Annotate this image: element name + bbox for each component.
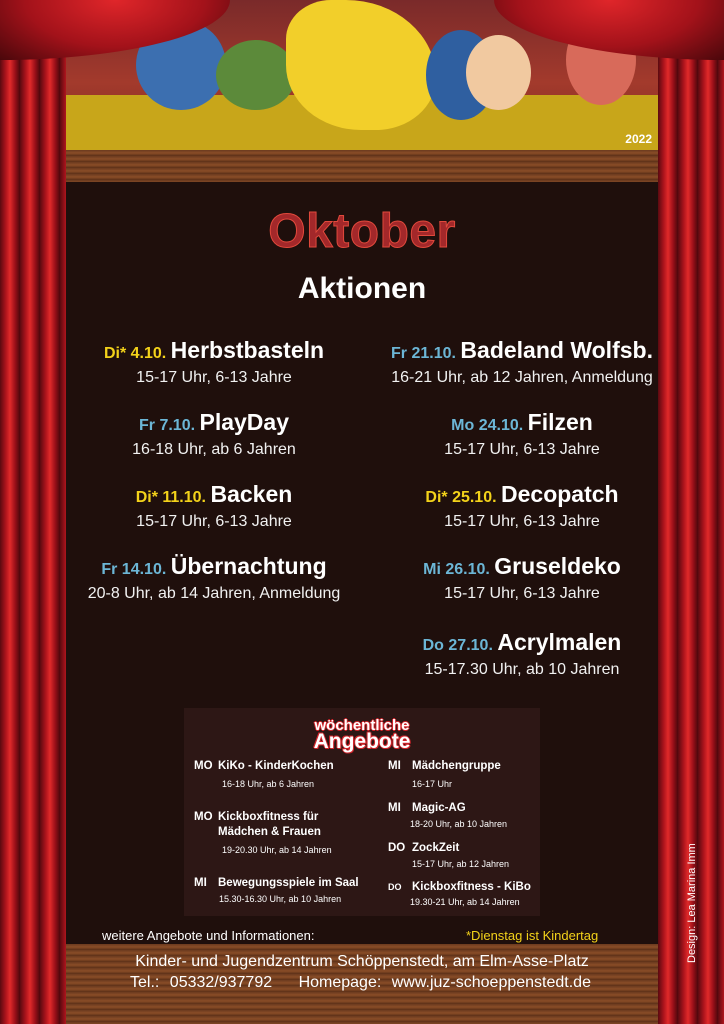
event-date: Fr 14.10. — [101, 561, 167, 578]
event-detail: 16-21 Uhr, ab 12 Jahren, Anmeldung — [391, 369, 653, 386]
event-name: Übernachtung — [170, 553, 327, 579]
kindertag-note: *Dienstag ist Kindertag — [466, 928, 599, 943]
event-item — [352, 552, 692, 604]
wood-beam-top — [62, 150, 660, 182]
event-item — [44, 480, 384, 532]
event-item — [352, 408, 692, 460]
weekly-detail: 16-18 Uhr, ab 6 Jahren — [222, 779, 315, 789]
banner-year: 2022 — [625, 132, 652, 146]
weekly-detail: 16-17 Uhr — [412, 779, 453, 789]
weekly-item — [388, 841, 509, 870]
weekly-offers-box — [184, 708, 540, 916]
weekly-day: MO — [194, 811, 213, 823]
weekly-item — [194, 810, 332, 856]
event-detail: 15-17 Uhr, 6-13 Jahre — [136, 369, 292, 386]
weekly-detail: 19.30-21 Uhr, ab 14 Jahren — [410, 897, 520, 907]
month-title: Oktober — [268, 205, 456, 258]
weekly-detail: 15.30-16.30 Uhr, ab 10 Jahren — [219, 894, 342, 904]
weekly-title-line1: wöchentliche — [314, 717, 410, 734]
phone-label: Tel.: — [130, 974, 160, 991]
event-item — [44, 552, 384, 604]
weekly-detail: 15-17 Uhr, ab 12 Jahren — [412, 859, 510, 869]
event-name: Decopatch — [501, 481, 619, 507]
weekly-day: MI — [194, 877, 207, 889]
weekly-day: DO — [388, 882, 402, 892]
event-date: Fr 21.10. — [391, 345, 456, 362]
event-name: Filzen — [527, 409, 593, 435]
event-name: Acrylmalen — [497, 629, 622, 655]
graffiti-character-icon — [216, 40, 296, 110]
event-item — [352, 480, 692, 532]
homepage-label: Homepage: — [298, 974, 382, 991]
weekly-detail: 18-20 Uhr, ab 10 Jahren — [410, 819, 508, 829]
weekly-title-continued: Mädchen & Frauen — [218, 826, 321, 838]
weekly-item — [194, 759, 334, 790]
event-detail: 15-17 Uhr, 6-13 Jahre — [444, 513, 600, 530]
address-text: Kinder- und Jugendzentrum Schöppenstedt, am Elm-Asse-Platz — [135, 953, 589, 970]
weekly-title: Mädchengruppe — [412, 760, 501, 772]
event-date: Do 27.10. — [422, 637, 493, 654]
weekly-detail: 19-20.30 Uhr, ab 14 Jahren — [222, 845, 332, 855]
page-subtitle: Aktionen — [297, 272, 427, 305]
weekly-title: ZockZeit — [412, 842, 460, 854]
event-date: Di* 4.10. — [103, 345, 167, 362]
weekly-title: Kickboxfitness für — [218, 811, 319, 823]
weekly-day: DO — [388, 842, 406, 854]
weekly-day: MI — [388, 760, 401, 772]
event-name: Gruseldeko — [494, 553, 621, 579]
contact-line — [130, 974, 597, 992]
event-item — [352, 628, 692, 680]
event-item — [352, 336, 692, 388]
event-item — [44, 408, 384, 460]
event-name: PlayDay — [199, 409, 289, 435]
event-detail: 15-17 Uhr, 6-13 Jahre — [444, 441, 600, 458]
event-name: Herbstbasteln — [170, 337, 325, 363]
event-name: Backen — [210, 481, 293, 507]
graffiti-letters-icon — [286, 0, 436, 130]
more-info-text: weitere Angebote und Informationen: — [102, 928, 315, 943]
weekly-day: MO — [194, 760, 213, 772]
event-date: Di* 25.10. — [425, 489, 497, 506]
event-detail: 15-17 Uhr, 6-13 Jahre — [136, 513, 292, 530]
event-date: Mo 24.10. — [451, 417, 524, 434]
weekly-title: Kickboxfitness - KiBo — [412, 881, 531, 893]
weekly-item — [194, 876, 359, 905]
event-detail: 15-17 Uhr, 6-13 Jahre — [444, 585, 600, 602]
event-date: Mi 26.10. — [423, 561, 490, 578]
homepage-link[interactable]: www.juz-schoeppenstedt.de — [391, 974, 591, 991]
weekly-item — [388, 880, 531, 908]
weekly-title-line2: Angebote — [313, 730, 411, 753]
event-date: Fr 7.10. — [139, 417, 196, 434]
event-detail: 15-17.30 Uhr, ab 10 Jahren — [424, 661, 620, 678]
event-date: Di* 11.10. — [135, 489, 206, 506]
weekly-title: KiKo - KinderKochen — [218, 760, 334, 772]
event-name: Badeland Wolfsb. — [460, 337, 653, 363]
graffiti-face-icon — [466, 35, 531, 110]
weekly-day: MI — [388, 802, 401, 814]
weekly-item — [388, 759, 501, 790]
weekly-title: Bewegungsspiele im Saal — [218, 877, 359, 889]
design-credit: Design: Lea Marina Imm — [686, 843, 698, 963]
weekly-item — [388, 801, 507, 830]
event-item — [44, 336, 384, 388]
event-detail: 20-8 Uhr, ab 14 Jahren, Anmeldung — [87, 585, 341, 602]
weekly-title: Magic-AG — [412, 802, 466, 814]
phone-number[interactable]: 05332/937792 — [169, 974, 273, 991]
event-detail: 16-18 Uhr, ab 6 Jahren — [132, 441, 296, 458]
